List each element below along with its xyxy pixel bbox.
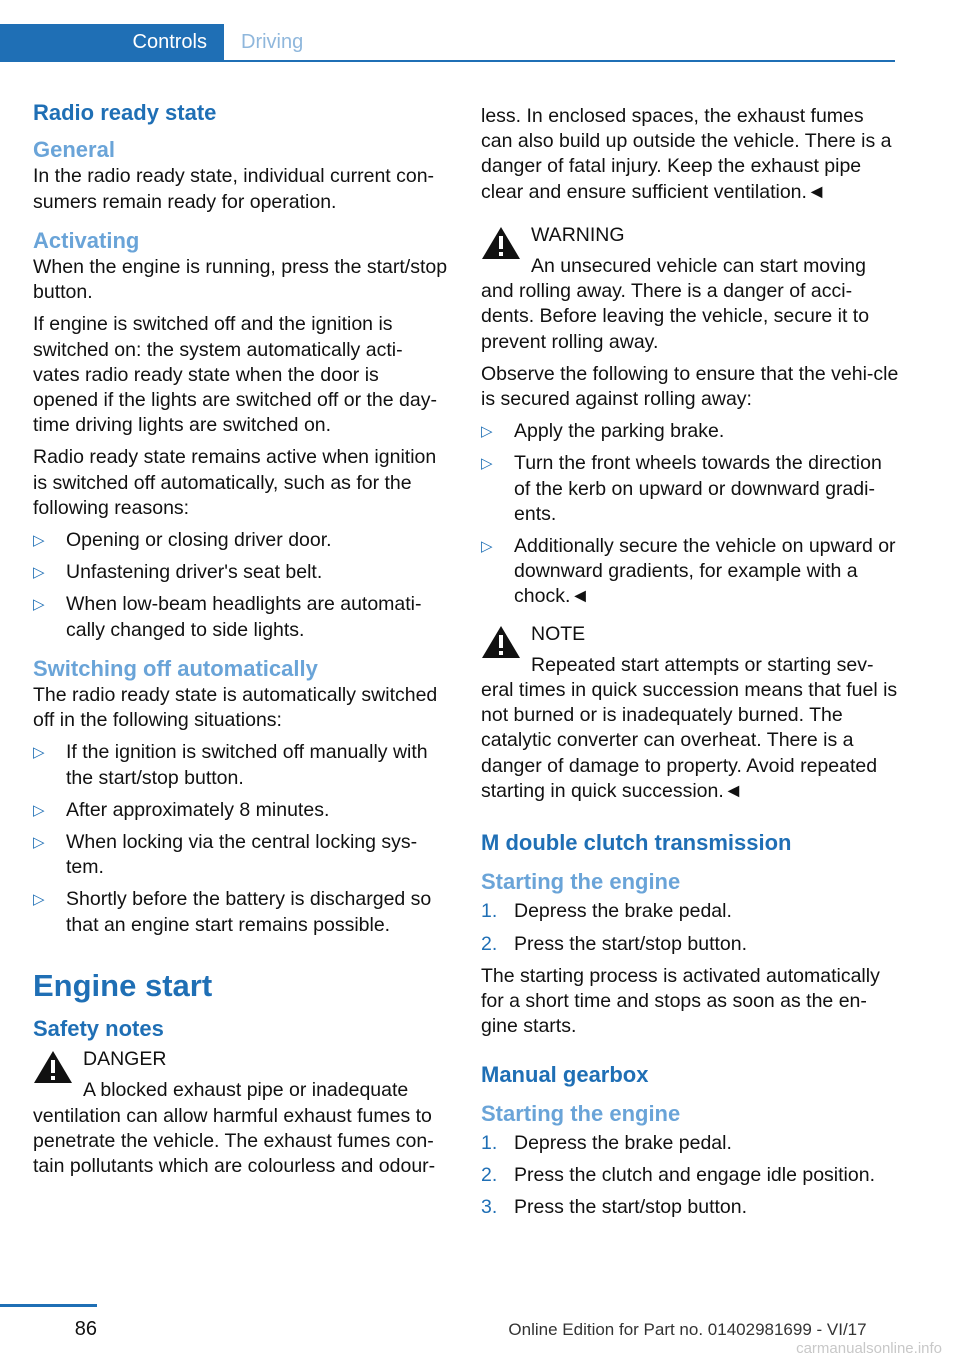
list-item-text: When locking via the central locking sys-tem. (66, 831, 418, 879)
watermark: carmanualsonline.info (796, 1340, 942, 1357)
list-item (33, 528, 448, 553)
switching-off-text: The radio ready state is automatically switched off in the following situations: (33, 684, 438, 732)
warning-label: WARNING (531, 223, 625, 246)
list-item (481, 534, 899, 610)
section-title-safety-notes: Safety notes (33, 1015, 164, 1041)
observe-text: Observe the following to ensure that the vehi-cle is secured against rolling away: (481, 362, 899, 411)
tab-driving[interactable]: Driving (241, 31, 304, 53)
general-text: In the radio ready state, individual current con-sumers remain ready for operation. (33, 165, 435, 213)
list-item-text: Press the clutch and engage idle position. (514, 1164, 875, 1187)
step-number: 1. (481, 1131, 498, 1154)
bullet-triangle-icon: ▷ (33, 801, 45, 819)
activating-paragraph-3: Radio ready state remains active when ignition is switched off automatically, such as for the following reasons: (33, 446, 437, 519)
bullet-triangle-icon: ▷ (481, 423, 493, 441)
bullet-triangle-icon: ▷ (481, 455, 493, 473)
subsection-title-starting-engine: Starting the engine (481, 869, 681, 895)
list-item (481, 451, 899, 527)
list-item-text: Depress the brake pedal. (514, 900, 732, 923)
warning-notice (481, 223, 899, 355)
tab-bar (0, 24, 895, 62)
list-item (33, 740, 448, 790)
footer-rule (0, 1304, 97, 1307)
subsection-title-general: General (33, 137, 115, 163)
activating-paragraph-2: If engine is switched off and the ignition is switched on: the system automatically acti-vates radio ready state when the door is opened if the lights are switched off or the day-time driving lights are switched on. (33, 313, 437, 437)
step-number: 2. (481, 1164, 498, 1187)
tab-controls[interactable]: Controls (0, 24, 224, 62)
warning-triangle-icon (33, 1050, 73, 1084)
note-text: Repeated start attempts or starting sev-eral times in quick succession means that fuel is not burned or is inadequately burned. The catalytic converter can overheat. There is a danger of damage to property. Avoid repeated starting in quick succession.◄ (481, 653, 898, 802)
list-item (481, 1163, 899, 1188)
right-column (481, 104, 899, 1221)
list-item (33, 798, 448, 823)
warning-text: An unsecured vehicle can start moving and rolling away. There is a danger of acci-dents. Before leaving the vehicle, secure it to prevent rolling away. (481, 255, 870, 353)
list-item-text: Press the start/stop button. (514, 932, 748, 955)
list-item-text: When low-beam headlights are automati-cally changed to side lights. (66, 593, 422, 641)
bullet-triangle-icon: ▷ (33, 744, 45, 762)
list-item-text: Opening or closing driver door. (66, 529, 332, 552)
list-item-text: Apply the parking brake. (514, 420, 725, 443)
note-notice (481, 622, 899, 804)
step-number: 2. (481, 932, 498, 955)
list-item-text: Additionally secure the vehicle on upward or downward gradients, for example with a chock.◄ (514, 535, 896, 608)
section-title-radio-ready: Radio ready state (33, 100, 217, 125)
tab-underline (0, 60, 895, 62)
list-item-text: Press the start/stop button. (514, 1196, 748, 1219)
danger-text: A blocked exhaust pipe or inadequate ventilation can allow harmful exhaust fumes to penetrate the vehicle. The exhaust fumes con-tain pollutants which are colourless and odour- (33, 1079, 436, 1177)
note-label: NOTE (531, 622, 586, 645)
list-item-text: Unfastening driver's seat belt. (66, 561, 323, 584)
bullet-triangle-icon: ▷ (33, 532, 45, 550)
edition-text: Online Edition for Part no. 01402981699 - VI/17 (508, 1320, 867, 1339)
list-item (481, 1131, 899, 1156)
situations-list (33, 740, 448, 937)
subsection-title-switching-off: Switching off automatically (33, 655, 318, 681)
list-item (481, 419, 899, 444)
list-item (33, 560, 448, 585)
list-item (481, 899, 899, 924)
step-number: 3. (481, 1196, 498, 1219)
list-item (33, 887, 448, 937)
bullet-triangle-icon: ▷ (481, 538, 493, 556)
list-item-text: Turn the front wheels towards the direction of the kerb on upward or downward gradi-ents. (514, 452, 882, 525)
bullet-triangle-icon: ▷ (33, 891, 45, 909)
danger-notice (33, 1047, 448, 1179)
list-item-text: Shortly before the battery is discharged so that an engine start remains possible. (66, 888, 432, 936)
danger-label: DANGER (83, 1048, 167, 1071)
bullet-triangle-icon: ▷ (33, 834, 45, 852)
page-number: 86 (74, 1318, 97, 1340)
subsection-title-activating: Activating (33, 227, 140, 253)
step-number: 1. (481, 900, 498, 923)
mdct-text: The starting process is activated automatically for a short time and stops as soon as the en-gine starts. (481, 964, 880, 1038)
left-column (33, 100, 448, 1179)
list-item (33, 592, 448, 642)
secure-list (481, 419, 899, 609)
activating-paragraph-1: When the engine is running, press the start/stop button. (33, 256, 448, 304)
section-title-manual-gearbox: Manual gearbox (481, 1061, 649, 1087)
list-item-text: If the ignition is switched off manually with the start/stop button. (66, 741, 428, 789)
warning-triangle-icon (481, 625, 521, 659)
section-title-mdct: M double clutch transmission (481, 830, 792, 856)
list-item (33, 830, 448, 880)
warning-triangle-icon (481, 226, 521, 260)
chapter-title-engine-start: Engine start (33, 967, 213, 1003)
list-item-text: Depress the brake pedal. (514, 1131, 732, 1154)
list-item (481, 932, 899, 957)
manual-steps (481, 1131, 899, 1221)
danger-text-continued: less. In enclosed spaces, the exhaust fumes can also build up outside the vehicle. There is a danger of fatal injury. Keep the exhaust pipe clear and ensure sufficient ventilation.◄ (481, 105, 892, 203)
subsection-title-starting-engine: Starting the engine (481, 1100, 681, 1126)
bullet-triangle-icon: ▷ (33, 596, 45, 614)
mdct-steps (481, 899, 899, 956)
bullet-triangle-icon: ▷ (33, 564, 45, 582)
list-item-text: After approximately 8 minutes. (66, 798, 330, 821)
list-item (481, 1195, 899, 1220)
reasons-list (33, 528, 448, 643)
